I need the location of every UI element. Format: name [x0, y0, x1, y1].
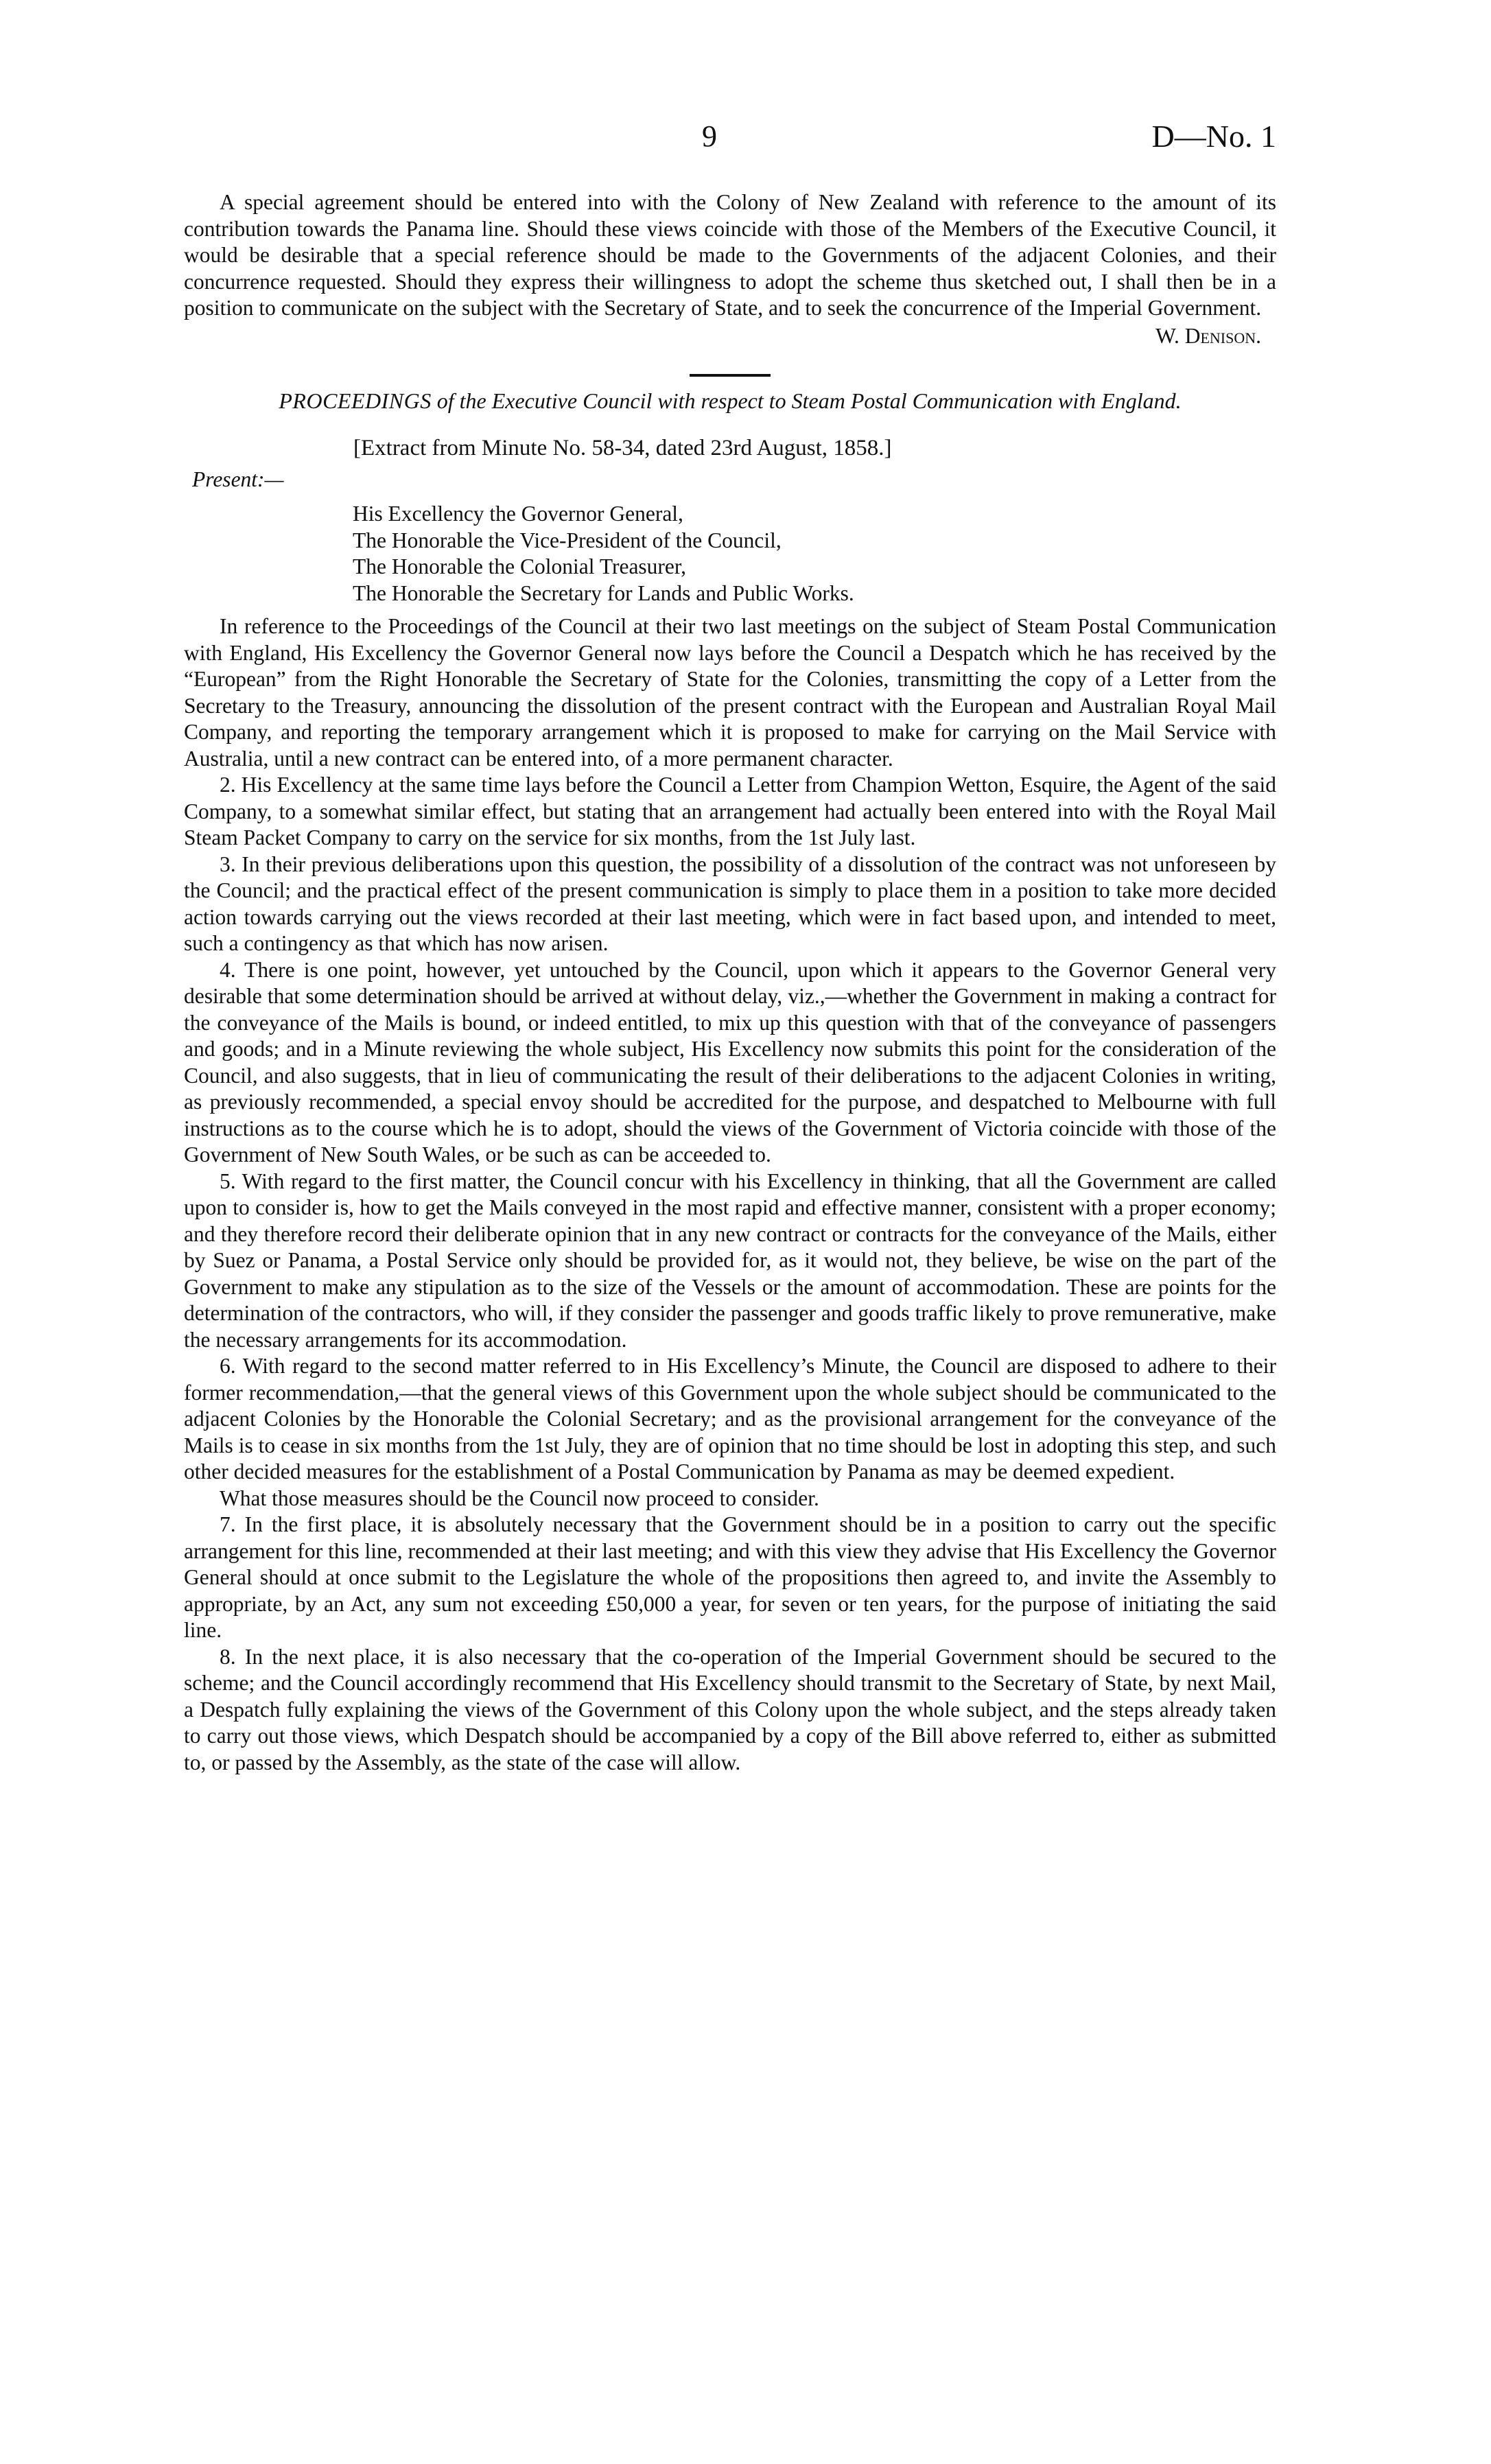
paragraph: What those measures should be the Council now proceed to consider. [220, 1486, 819, 1510]
document-reference: D—No. 1 [1151, 119, 1276, 154]
paragraph: 5. With regard to the first matter, the Council concur with his Excellency in thinking, that all the Government are called upon to consider is, how to get the Mails conveyed in the most rapid and effective manner, consistent with a proper economy; and they therefore record their deliberate opinion that in any new contract or contracts for the conveyance of the Mails, either by Suez or Panama, a Postal Service only should be provided for, as it would not, they believe, be wise on the part of the Government to make any stipulation as to the size of the Vessels or the amount of accommodation. These are points for the determination of the contractors, who will, if they consider the passenger and goods traffic likely to prove remunerative, make the necessary arrangements for its accommodation. [184, 1169, 1276, 1352]
member-item: His Excellency the Governor General, [353, 502, 683, 526]
member-item: The Honorable the Secretary for Lands and Public Works. [353, 580, 854, 605]
paragraph: 2. His Excellency at the same time lays before the Council a Letter from Champion Wetton, Esquire, the Agent of the said Company, to a somewhat similar effect, but stating that an arrangement had actually been entered into with the Royal Mail Steam Packet Company to carry on the service for six months, from the 1st July last. [184, 773, 1276, 849]
section-divider [690, 374, 771, 377]
member-item: The Honorable the Vice-President of the Council, [353, 528, 782, 552]
paragraph: 6. With regard to the second matter referred to in His Excellency’s Minute, the Council are disposed to adhere to their former recommendation,—that the general views of this Government upon the whole subject should be communicated to the adjacent Colonies by the Honorable the Colonial Secretary; and as the provisional arrangement for the conveyance of the Mails is to cease in six months from the 1st July, they are of opinion that no time should be lost in adopting this step, and such other decided measures for the establishment of a Postal Communication by Panama as may be deemed expedient. [184, 1354, 1276, 1483]
paragraph: 7. In the first place, it is absolutely necessary that the Government should be in a position to carry out the specific arrangement for this line, recommended at their last meeting; and with this view they advise that His Excellency the Governor General should at once submit to the Legislature the whole of the propositions then agreed to, and invite the Assembly to appropriate, by an Act, any sum not exceeding £50,000 a year, for seven or ten years, for the purpose of initiating the said line. [184, 1512, 1276, 1642]
member-item: The Honorable the Colonial Treasurer, [353, 554, 687, 578]
intro-paragraph: A special agreement should be entered into with the Colony of New Zealand with reference to the amount of its contribution towards the Panama line. Should these views coincide with those of the Members of the Executive Council, it would be desirable that a special reference should be made to the Governments of the adjacent Colonies, and their concurrence requested. Should they express their willingness to adopt the scheme thus sketched out, I shall then be in a position to communicate on the subject with the Secretary of State, and to seek the concurrence of the Imperial Government. [184, 190, 1276, 320]
signature: W. Denison. [1155, 323, 1261, 348]
paragraph: In reference to the Proceedings of the Council at their two last meetings on the subject of Steam Postal Communication with England, His Excellency the Governor General now lays before the Council a Despatch which he has received by the “European” from the Right Honorable the Secretary of State for the Colonies, transmitting the copy of a Letter from the Secretary to the Treasury, announcing the dissolution of the present contract with the European and Australian Royal Mail Company, and reporting the temporary arrangement which it is proposed to make for carrying on the Mail Service with Australia, until a new contract can be entered into, of a more permanent character. [184, 614, 1276, 771]
minute-extract: [Extract from Minute No. 58-34, dated 23rd August, 1858.] [353, 436, 892, 460]
extract-block [184, 435, 1276, 501]
proceedings-title [184, 388, 1276, 414]
page-header [184, 119, 1276, 189]
page-content [184, 119, 1276, 1776]
members-present-list [353, 501, 1276, 607]
proceedings-title-rest: of the Executive Council with respect to Steam Postal Communication with England. [431, 388, 1182, 413]
page-number: 9 [702, 119, 717, 153]
proceedings-title-caps: PROCEEDINGS [279, 388, 432, 413]
paragraph: 4. There is one point, however, yet untouched by the Council, upon which it appears to the Governor General very desirable that some determination should be arrived at without delay, viz.,—whether the Government in making a contract for the conveyance of the Mails is bound, or indeed entitled, to mix up this question with that of the conveyance of passengers and goods; and in a Minute reviewing the whole subject, His Excellency now submits this point for the consideration of the Council, and also suggests, that in lieu of communicating the result of their deliberations to the adjacent Colonies in writing, as previously recommended, a special envoy should be accredited for the purpose, and despatched to Melbourne with full instructions as to the course which he is to adopt, should the views of the Government of Victoria coincide with those of the Government of New South Wales, or be such as can be acceeded to. [184, 957, 1276, 1166]
paragraph: 8. In the next place, it is also necessary that the co-operation of the Imperial Government should be secured to the scheme; and the Council accordingly recommend that His Excellency should transmit to the Secretary of State, by next Mail, a Despatch fully explaining the views of the Government of this Colony upon the whole subject, and the steps already taken to carry out those views, which Despatch should be accompanied by a copy of the Bill above referred to, either as submitted to, or passed by the Assembly, as the state of the case will allow. [184, 1644, 1276, 1774]
paragraph: 3. In their previous deliberations upon this question, the possibility of a dissolution of the contract was not unforeseen by the Council; and the practical effect of the present communication is simply to place them in a position to take more decided action towards carrying out the views recorded at their last meeting, which were in fact based upon, and intended to meet, such a contingency as that which has now arisen. [184, 852, 1276, 955]
proceedings-body [184, 613, 1276, 1776]
present-label: Present:— [192, 467, 284, 491]
